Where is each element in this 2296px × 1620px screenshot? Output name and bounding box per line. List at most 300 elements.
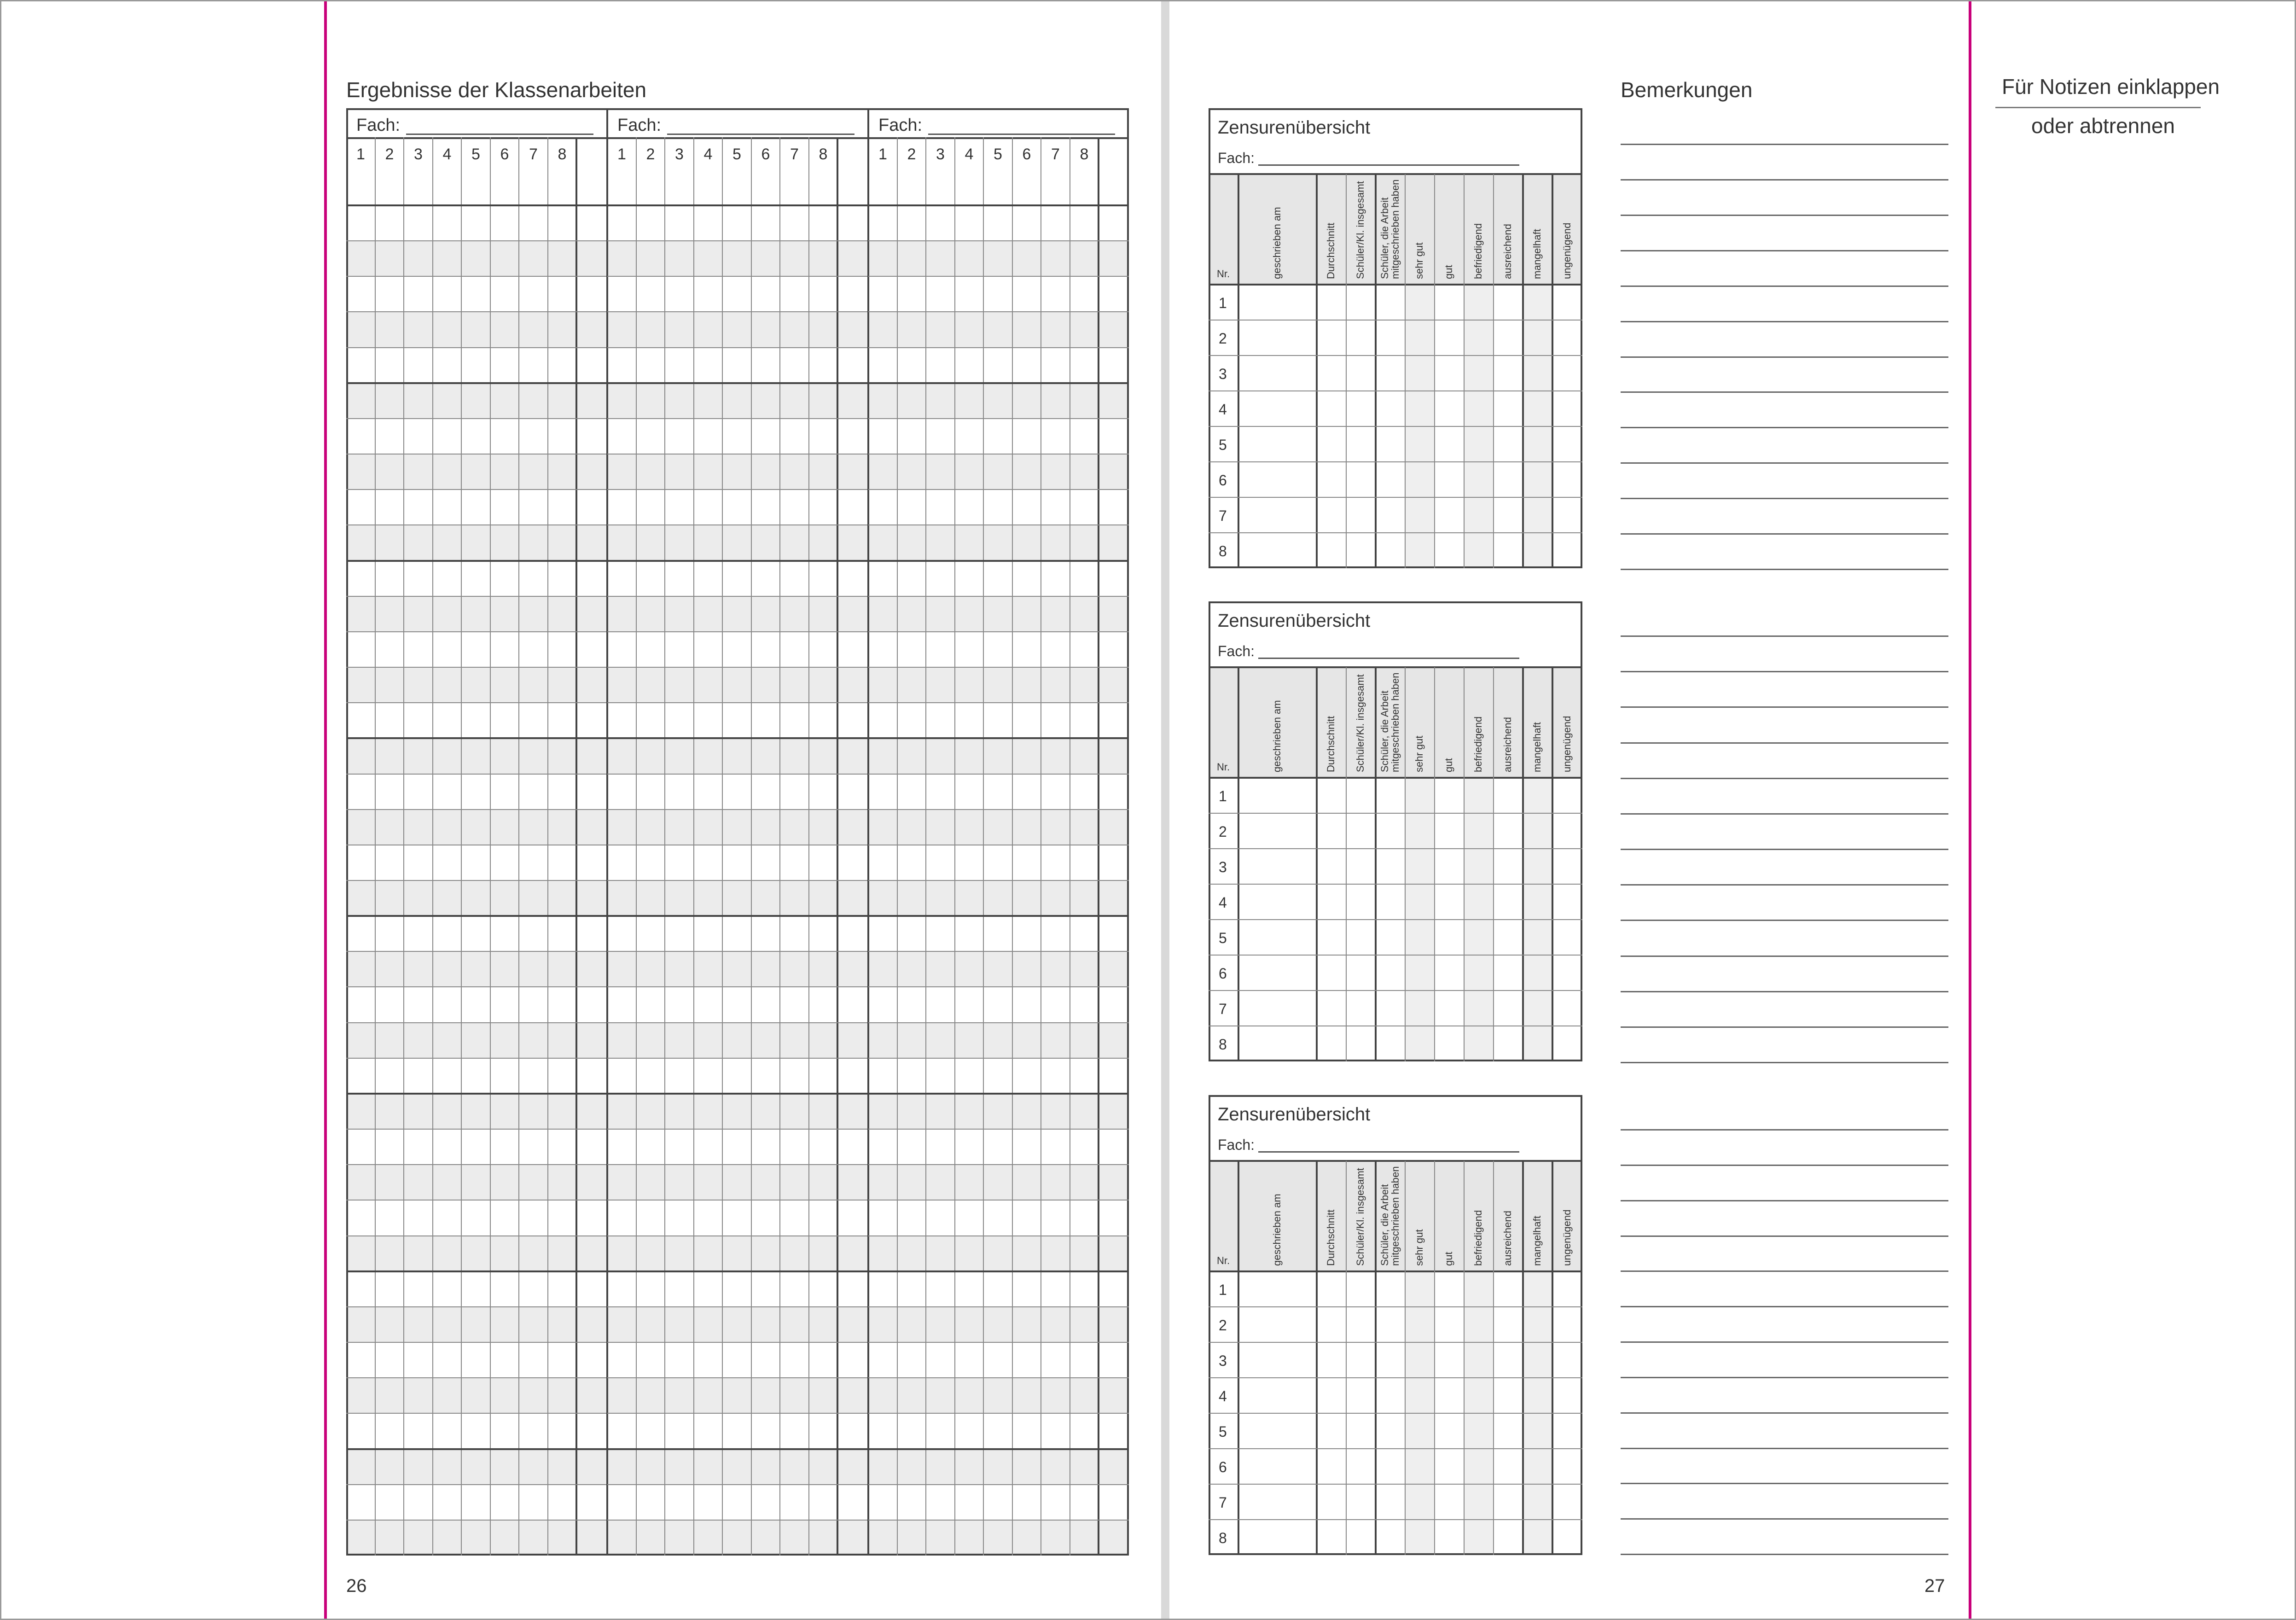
bemerkung-line[interactable] bbox=[1621, 1026, 1948, 1028]
row-number: 3 bbox=[1219, 859, 1227, 875]
column-number: 8 bbox=[558, 146, 567, 163]
row-number: 5 bbox=[1219, 1423, 1227, 1440]
header-rule bbox=[607, 137, 868, 139]
bemerkung-line[interactable] bbox=[1621, 956, 1948, 957]
fach-input[interactable] bbox=[928, 134, 1115, 135]
row-line bbox=[607, 1093, 868, 1095]
row-line bbox=[607, 311, 868, 312]
row-line bbox=[607, 1022, 868, 1023]
row-line bbox=[868, 737, 1129, 739]
row-line bbox=[868, 454, 1129, 455]
row-line bbox=[607, 1058, 868, 1059]
row-line bbox=[346, 1413, 607, 1414]
zensuren-fach-input[interactable] bbox=[1258, 1151, 1519, 1153]
header-top-rule bbox=[1209, 1160, 1582, 1162]
bemerkung-line[interactable] bbox=[1621, 321, 1948, 322]
row-line bbox=[607, 1270, 868, 1272]
column-label: Durchschnitt bbox=[1325, 716, 1337, 772]
column-number: 6 bbox=[500, 146, 509, 163]
column-label: Schüler/Kl. insgesamt bbox=[1354, 674, 1366, 772]
column-label: ungenügend bbox=[1561, 222, 1573, 279]
row-line bbox=[868, 382, 1129, 384]
row-line bbox=[868, 560, 1129, 562]
zensuren-row-line bbox=[1209, 390, 1582, 391]
column-label: sehr gut bbox=[1413, 242, 1425, 279]
column-label-schueler-arbeit bbox=[1379, 673, 1401, 772]
zensuren-row-line bbox=[1209, 919, 1582, 920]
zensuren-column-line bbox=[1346, 174, 1347, 568]
right-magenta-margin bbox=[1969, 1, 1971, 1619]
bemerkung-line[interactable] bbox=[1621, 1129, 1948, 1131]
bemerkung-line[interactable] bbox=[1621, 1062, 1948, 1063]
bemerkung-line[interactable] bbox=[1621, 991, 1948, 992]
column-label: befriedigend bbox=[1472, 716, 1484, 772]
row-line bbox=[346, 986, 607, 987]
row-number: 8 bbox=[1219, 1036, 1227, 1053]
row-number: 4 bbox=[1219, 894, 1227, 911]
row-line bbox=[346, 1058, 607, 1059]
zensuren-column-line bbox=[1522, 1161, 1524, 1555]
row-number: 1 bbox=[1219, 295, 1227, 311]
column-number: 3 bbox=[936, 146, 945, 163]
row-line bbox=[607, 880, 868, 881]
column-label: gut bbox=[1443, 1252, 1454, 1266]
zensuren-column-line bbox=[1464, 667, 1465, 1061]
row-line bbox=[868, 311, 1129, 312]
row-line bbox=[607, 596, 868, 597]
row-line bbox=[607, 1342, 868, 1343]
bemerkung-line[interactable] bbox=[1621, 144, 1948, 145]
column-number: 2 bbox=[646, 146, 655, 163]
row-line bbox=[868, 1342, 1129, 1343]
row-number: 5 bbox=[1219, 437, 1227, 453]
column-number: 8 bbox=[1080, 146, 1089, 163]
zensuren-row-line bbox=[1209, 1519, 1582, 1520]
row-line bbox=[346, 524, 607, 525]
zensuren-column-line bbox=[1316, 174, 1318, 568]
zensuren-row-line bbox=[1209, 355, 1582, 356]
column-label: geschrieben am bbox=[1271, 207, 1283, 279]
row-line bbox=[868, 1270, 1129, 1272]
row-line bbox=[607, 382, 868, 384]
flap-divider bbox=[1995, 107, 2201, 108]
column-number: 1 bbox=[356, 146, 365, 163]
row-line bbox=[346, 1377, 607, 1378]
column-number: 7 bbox=[529, 146, 538, 163]
bemerkung-line[interactable] bbox=[1621, 286, 1948, 287]
row-line bbox=[346, 951, 607, 952]
zensuren-fach-label: Fach: bbox=[1218, 150, 1255, 166]
zensuren-row-line bbox=[1209, 848, 1582, 849]
bemerkung-line[interactable] bbox=[1621, 356, 1948, 358]
row-line bbox=[868, 986, 1129, 987]
row-line bbox=[607, 737, 868, 739]
row-number: 3 bbox=[1219, 366, 1227, 382]
zensuren-column-line bbox=[1346, 667, 1347, 1061]
zensuren-row-line bbox=[1209, 1377, 1582, 1378]
row-line bbox=[868, 489, 1129, 490]
zensuren-column-line bbox=[1522, 174, 1524, 568]
row-line bbox=[868, 631, 1129, 632]
row-line bbox=[346, 560, 607, 562]
bemerkung-line[interactable] bbox=[1621, 250, 1948, 251]
row-line bbox=[607, 702, 868, 703]
bemerkung-line[interactable] bbox=[1621, 706, 1948, 708]
zensuren-column-line bbox=[1375, 1161, 1377, 1555]
header-top-rule bbox=[1209, 173, 1582, 175]
column-label-line: Schüler, die Arbeit bbox=[1379, 1184, 1390, 1266]
bemerkung-line[interactable] bbox=[1621, 533, 1948, 535]
row-line bbox=[346, 1484, 607, 1485]
bemerkung-line[interactable] bbox=[1621, 569, 1948, 570]
column-label: ausreichend bbox=[1502, 1211, 1513, 1266]
row-line bbox=[868, 1413, 1129, 1414]
row-line bbox=[868, 1235, 1129, 1236]
row-line bbox=[346, 454, 607, 455]
row-line bbox=[346, 702, 607, 703]
header-rule bbox=[346, 137, 607, 139]
bemerkung-line[interactable] bbox=[1621, 215, 1948, 216]
zensuren-column-line bbox=[1464, 174, 1465, 568]
column-number: 3 bbox=[414, 146, 423, 163]
zensuren-row-line bbox=[1209, 320, 1582, 321]
zensuren-fach-input[interactable] bbox=[1258, 658, 1519, 659]
column-label: Schüler/Kl. insgesamt bbox=[1354, 181, 1366, 279]
row-line bbox=[346, 347, 607, 348]
row-number: 3 bbox=[1219, 1352, 1227, 1369]
zensuren-row-line bbox=[1209, 1342, 1582, 1343]
row-line bbox=[607, 276, 868, 277]
row-number: 7 bbox=[1219, 1001, 1227, 1017]
zensuren-column-line bbox=[1238, 1161, 1239, 1555]
row-line bbox=[346, 1022, 607, 1023]
row-line bbox=[868, 1377, 1129, 1378]
bemerkung-line[interactable] bbox=[1621, 1306, 1948, 1307]
column-label: mangelhaft bbox=[1531, 229, 1543, 279]
column-number: 6 bbox=[761, 146, 770, 163]
zensuren-title: Zensurenübersicht bbox=[1218, 117, 1371, 138]
column-number: 2 bbox=[907, 146, 916, 163]
row-line bbox=[868, 1306, 1129, 1307]
row-line bbox=[346, 1270, 607, 1272]
column-number: 4 bbox=[442, 146, 452, 163]
column-number: 3 bbox=[675, 146, 684, 163]
column-number: 7 bbox=[1051, 146, 1060, 163]
column-label: geschrieben am bbox=[1271, 1194, 1283, 1266]
zensuren-column-line bbox=[1405, 1161, 1406, 1555]
header-top-rule bbox=[1209, 666, 1582, 668]
row-line bbox=[868, 1164, 1129, 1165]
bemerkung-line[interactable] bbox=[1621, 1165, 1948, 1166]
zensuren-column-line bbox=[1316, 1161, 1318, 1555]
row-line bbox=[346, 880, 607, 881]
row-line bbox=[607, 915, 868, 917]
column-label: Durchschnitt bbox=[1325, 222, 1337, 279]
column-label: mangelhaft bbox=[1531, 722, 1543, 772]
zensuren-column-line bbox=[1493, 174, 1494, 568]
bemerkung-line[interactable] bbox=[1621, 813, 1948, 815]
row-line bbox=[868, 1448, 1129, 1450]
header-rule bbox=[868, 137, 1129, 139]
row-line bbox=[346, 382, 607, 384]
flap-text-line2: oder abtrennen bbox=[2031, 114, 2175, 138]
zensuren-column-line bbox=[1316, 667, 1318, 1061]
column-label-schueler-arbeit bbox=[1379, 1166, 1401, 1266]
zensuren-column-line bbox=[1434, 1161, 1435, 1555]
row-line bbox=[607, 667, 868, 668]
row-line bbox=[607, 560, 868, 562]
row-number: 1 bbox=[1219, 788, 1227, 804]
bemerkung-line[interactable] bbox=[1621, 427, 1948, 428]
page-number-left: 26 bbox=[346, 1576, 367, 1596]
block-separator bbox=[606, 108, 608, 1556]
zensuren-row-line bbox=[1209, 990, 1582, 991]
zensuren-column-line bbox=[1493, 1161, 1494, 1555]
row-line bbox=[868, 276, 1129, 277]
zensuren-column-line bbox=[1405, 174, 1406, 568]
row-line bbox=[607, 774, 868, 775]
zensuren-column-line bbox=[1346, 1161, 1347, 1555]
block-separator bbox=[867, 108, 869, 1556]
column-number: 6 bbox=[1022, 146, 1031, 163]
column-label: befriedigend bbox=[1472, 1210, 1484, 1266]
bemerkung-line[interactable] bbox=[1621, 1483, 1948, 1484]
bemerkungen-title: Bemerkungen bbox=[1621, 78, 1753, 102]
nr-label: Nr. bbox=[1217, 268, 1230, 280]
row-line bbox=[868, 418, 1129, 419]
bemerkung-line[interactable] bbox=[1621, 179, 1948, 181]
bemerkung-line[interactable] bbox=[1621, 498, 1948, 499]
row-line bbox=[607, 951, 868, 952]
row-line bbox=[607, 986, 868, 987]
row-number: 6 bbox=[1219, 472, 1227, 489]
zensuren-table bbox=[1209, 1095, 1582, 1555]
row-number: 5 bbox=[1219, 930, 1227, 946]
row-line bbox=[868, 1058, 1129, 1059]
bemerkung-line[interactable] bbox=[1621, 391, 1948, 393]
zensuren-row-line bbox=[1209, 532, 1582, 533]
row-line bbox=[346, 1235, 607, 1236]
row-number: 4 bbox=[1219, 401, 1227, 418]
row-number: 7 bbox=[1219, 1494, 1227, 1511]
bemerkung-line[interactable] bbox=[1621, 884, 1948, 886]
header-bottom-rule bbox=[1209, 777, 1582, 779]
zensuren-row-line bbox=[1209, 461, 1582, 462]
row-line bbox=[607, 1484, 868, 1485]
row-number: 2 bbox=[1219, 823, 1227, 840]
row-line bbox=[346, 276, 607, 277]
column-number: 4 bbox=[965, 146, 974, 163]
zensuren-fach-label: Fach: bbox=[1218, 1136, 1255, 1153]
column-number: 5 bbox=[471, 146, 480, 163]
zensuren-table bbox=[1209, 108, 1582, 568]
zensuren-column-line bbox=[1493, 667, 1494, 1061]
fach-label: Fach: bbox=[356, 116, 401, 135]
row-line bbox=[346, 809, 607, 810]
fach-input[interactable] bbox=[667, 134, 854, 135]
bemerkung-line[interactable] bbox=[1621, 1235, 1948, 1237]
column-label: ausreichend bbox=[1502, 717, 1513, 772]
column-label: mangelhaft bbox=[1531, 1216, 1543, 1266]
row-line bbox=[868, 774, 1129, 775]
zensuren-row-line bbox=[1209, 1484, 1582, 1485]
zensuren-column-line bbox=[1375, 174, 1377, 568]
column-label: gut bbox=[1443, 265, 1454, 279]
zensuren-title: Zensurenübersicht bbox=[1218, 611, 1371, 631]
nr-label: Nr. bbox=[1217, 1255, 1230, 1266]
bemerkung-line[interactable] bbox=[1621, 671, 1948, 672]
bemerkung-line[interactable] bbox=[1621, 1448, 1948, 1449]
row-number: 1 bbox=[1219, 1282, 1227, 1298]
row-line bbox=[868, 1520, 1129, 1521]
row-line bbox=[346, 240, 607, 241]
column-label: ungenügend bbox=[1561, 1209, 1573, 1266]
bemerkung-line[interactable] bbox=[1621, 1377, 1948, 1378]
row-line bbox=[346, 489, 607, 490]
bemerkung-line[interactable] bbox=[1621, 1200, 1948, 1201]
row-line bbox=[346, 1520, 607, 1521]
bemerkung-line[interactable] bbox=[1621, 742, 1948, 744]
fach-input[interactable] bbox=[406, 134, 593, 135]
row-line bbox=[607, 347, 868, 348]
bemerkung-line[interactable] bbox=[1621, 849, 1948, 850]
row-line bbox=[868, 240, 1129, 241]
row-line bbox=[607, 454, 868, 455]
column-label-line: Schüler, die Arbeit bbox=[1379, 197, 1390, 279]
column-label: gut bbox=[1443, 758, 1454, 772]
column-label: Durchschnitt bbox=[1325, 1209, 1337, 1266]
zensuren-title: Zensurenübersicht bbox=[1218, 1104, 1371, 1125]
row-line bbox=[607, 240, 868, 241]
row-line bbox=[868, 596, 1129, 597]
row-line bbox=[607, 1164, 868, 1165]
row-line bbox=[346, 1093, 607, 1095]
row-line bbox=[346, 737, 607, 739]
row-line bbox=[346, 596, 607, 597]
bemerkung-line[interactable] bbox=[1621, 1554, 1948, 1555]
zensuren-column-line bbox=[1405, 667, 1406, 1061]
column-number: 1 bbox=[617, 146, 626, 163]
page-title: Ergebnisse der Klassenarbeiten bbox=[346, 78, 647, 102]
column-label-line: Schüler, die Arbeit bbox=[1379, 690, 1390, 772]
bemerkung-line[interactable] bbox=[1621, 1412, 1948, 1414]
header-bottom-rule bbox=[1209, 1270, 1582, 1272]
header-bottom-rule bbox=[1209, 284, 1582, 286]
column-label: geschrieben am bbox=[1271, 700, 1283, 772]
bemerkung-line[interactable] bbox=[1621, 1341, 1948, 1343]
row-line bbox=[868, 1022, 1129, 1023]
row-line bbox=[607, 1413, 868, 1414]
column-label: sehr gut bbox=[1413, 1229, 1425, 1266]
zensuren-table bbox=[1209, 601, 1582, 1061]
zensuren-column-line bbox=[1238, 667, 1239, 1061]
row-line bbox=[346, 1164, 607, 1165]
row-line bbox=[607, 204, 868, 206]
spine bbox=[1161, 1, 1169, 1619]
column-label-line: mitgeschrieben haben bbox=[1389, 179, 1401, 279]
row-number: 4 bbox=[1219, 1388, 1227, 1404]
row-line bbox=[346, 631, 607, 632]
row-line bbox=[607, 1129, 868, 1130]
bemerkung-line[interactable] bbox=[1621, 462, 1948, 464]
row-line bbox=[607, 1448, 868, 1450]
zensuren-fach-input[interactable] bbox=[1258, 164, 1519, 166]
row-number: 7 bbox=[1219, 507, 1227, 524]
zensuren-row-line bbox=[1209, 955, 1582, 956]
column-number: 4 bbox=[703, 146, 713, 163]
row-line bbox=[868, 524, 1129, 525]
row-line bbox=[607, 489, 868, 490]
row-number: 2 bbox=[1219, 1317, 1227, 1334]
zensuren-column-line bbox=[1434, 667, 1435, 1061]
row-line bbox=[607, 1235, 868, 1236]
row-line bbox=[346, 1342, 607, 1343]
left-magenta-margin bbox=[324, 1, 327, 1619]
bemerkung-line[interactable] bbox=[1621, 778, 1948, 779]
bemerkung-line[interactable] bbox=[1621, 635, 1948, 637]
zensuren-row-line bbox=[1209, 884, 1582, 885]
column-number: 7 bbox=[790, 146, 799, 163]
row-number: 6 bbox=[1219, 965, 1227, 982]
row-line bbox=[868, 204, 1129, 206]
column-label: ungenügend bbox=[1561, 716, 1573, 772]
row-line bbox=[868, 1093, 1129, 1095]
row-line bbox=[868, 347, 1129, 348]
column-number: 5 bbox=[994, 146, 1002, 163]
row-line bbox=[346, 204, 607, 206]
fach-label: Fach: bbox=[617, 116, 662, 135]
row-line bbox=[868, 915, 1129, 917]
row-line bbox=[607, 1306, 868, 1307]
page-number-right: 27 bbox=[1924, 1576, 1945, 1596]
flap-text-line1: Für Notizen einklappen bbox=[2002, 75, 2220, 99]
row-line bbox=[607, 809, 868, 810]
column-label: ausreichend bbox=[1502, 224, 1513, 279]
bemerkung-line[interactable] bbox=[1621, 1518, 1948, 1520]
row-line bbox=[607, 1520, 868, 1521]
zensuren-column-line bbox=[1522, 667, 1524, 1061]
bemerkung-line[interactable] bbox=[1621, 1270, 1948, 1272]
row-line bbox=[346, 915, 607, 917]
zensuren-row-line bbox=[1209, 1413, 1582, 1414]
row-line bbox=[868, 1484, 1129, 1485]
column-number: 2 bbox=[385, 146, 394, 163]
row-line bbox=[607, 418, 868, 419]
column-number: 5 bbox=[732, 146, 741, 163]
nr-label: Nr. bbox=[1217, 761, 1230, 773]
row-line bbox=[346, 1306, 607, 1307]
row-line bbox=[346, 774, 607, 775]
zensuren-row-line bbox=[1209, 1306, 1582, 1307]
row-line bbox=[346, 311, 607, 312]
bemerkung-line[interactable] bbox=[1621, 920, 1948, 921]
zensuren-column-line bbox=[1434, 174, 1435, 568]
zensuren-column-line bbox=[1552, 174, 1553, 568]
row-number: 8 bbox=[1219, 543, 1227, 559]
row-line bbox=[346, 667, 607, 668]
zensuren-fach-label: Fach: bbox=[1218, 643, 1255, 659]
zensuren-row-line bbox=[1209, 813, 1582, 814]
zensuren-row-line bbox=[1209, 497, 1582, 498]
row-line bbox=[868, 880, 1129, 881]
column-number: 1 bbox=[878, 146, 887, 163]
zensuren-column-line bbox=[1464, 1161, 1465, 1555]
row-line bbox=[868, 667, 1129, 668]
row-line bbox=[346, 418, 607, 419]
column-number: 8 bbox=[819, 146, 828, 163]
zensuren-column-line bbox=[1375, 667, 1377, 1061]
column-label-schueler-arbeit bbox=[1379, 180, 1401, 279]
